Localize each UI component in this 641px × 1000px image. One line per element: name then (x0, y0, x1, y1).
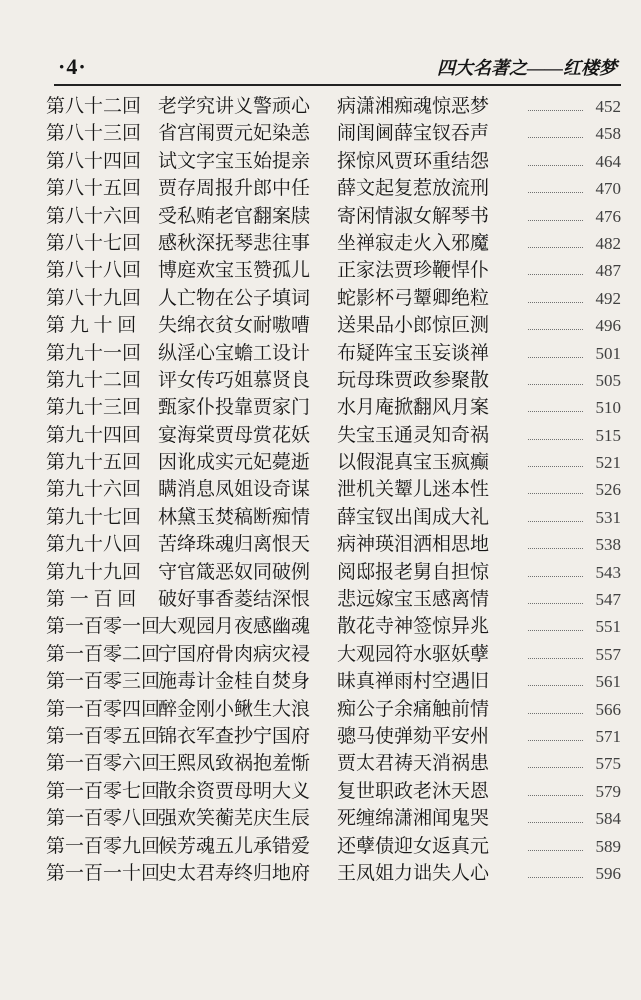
page-reference: 482 (595, 233, 621, 253)
dot-leader (528, 740, 583, 741)
dot-leader (528, 521, 583, 522)
page-reference: 561 (595, 672, 621, 692)
chapter-label: 第 九 十 回 (46, 315, 137, 337)
dot-leader (528, 603, 583, 604)
chapter-title-line1: 省宫闱贾元妃染恙 (158, 123, 311, 145)
dot-leader (528, 822, 583, 823)
chapter-title-line2: 死缠绵潇湘闻鬼哭 (337, 808, 490, 830)
chapter-title-line2: 探惊风贾环重结怨 (337, 150, 490, 172)
toc-row (46, 230, 621, 257)
chapter-label: 第一百零四回 (46, 698, 161, 720)
toc-row (46, 586, 621, 613)
dot-leader (528, 630, 583, 631)
chapter-label: 第九十三回 (46, 397, 142, 419)
page-reference: 510 (595, 398, 621, 418)
toc-row (46, 340, 621, 367)
page-reference: 452 (595, 97, 621, 116)
chapter-title-line1: 史太君寿终归地府 (158, 862, 311, 884)
chapter-title-line1: 施毒计金桂自焚身 (158, 671, 311, 693)
dot-leader (528, 220, 583, 221)
chapter-title-line2: 还孽债迎女返真元 (337, 835, 490, 857)
dot-leader (528, 658, 583, 659)
chapter-label: 第九十六回 (46, 479, 142, 501)
table-of-contents (46, 93, 621, 887)
chapter-label: 第八十七回 (46, 232, 142, 254)
page-reference: 458 (595, 124, 621, 144)
chapter-title-line1: 纵淫心宝蟾工设计 (158, 342, 311, 364)
toc-row (46, 476, 621, 503)
toc-row (46, 312, 621, 339)
page-reference: 487 (595, 261, 621, 281)
toc-row (46, 613, 621, 640)
dot-leader (528, 110, 583, 111)
dot-leader (528, 357, 583, 358)
chapter-label: 第九十五回 (46, 452, 142, 474)
page-reference: 543 (595, 562, 621, 582)
chapter-title-line1: 瞒消息凤姐设奇谋 (158, 479, 311, 501)
toc-row (46, 750, 621, 777)
dot-leader (528, 713, 583, 714)
dot-leader (528, 493, 583, 494)
chapter-label: 第八十八回 (46, 260, 142, 282)
dot-leader (528, 576, 583, 577)
chapter-title-line1: 大观园月夜感幽魂 (158, 616, 311, 638)
chapter-label: 第八十九回 (46, 287, 142, 309)
chapter-title-line2: 以假混真宝玉疯癫 (337, 452, 490, 474)
chapter-title-line2: 病潇湘痴魂惊恶梦 (337, 96, 490, 117)
toc-row (46, 394, 621, 421)
chapter-title-line1: 王熙凤致祸抱羞惭 (158, 753, 311, 775)
chapter-title-line1: 林黛玉焚稿断痴情 (158, 506, 311, 528)
chapter-title-line1: 锦衣军查抄宁国府 (158, 725, 311, 747)
page-reference: 505 (595, 370, 621, 390)
dot-leader (528, 466, 583, 467)
chapter-label: 第一百一十回 (46, 862, 161, 884)
chapter-title-line2: 坐禅寂走火入邪魔 (337, 232, 490, 254)
dot-leader (528, 439, 583, 440)
dot-leader (528, 329, 583, 330)
header-rule (54, 84, 621, 86)
chapter-label: 第八十六回 (46, 205, 142, 227)
chapter-label: 第一百零九回 (46, 835, 161, 857)
chapter-title-line1: 受私贿老官翻案牍 (158, 205, 311, 227)
chapter-title-line1: 宴海棠贾母赏花妖 (158, 424, 311, 446)
toc-row (46, 778, 621, 805)
chapter-title-line1: 试文字宝玉始提亲 (158, 150, 311, 172)
chapter-title-line2: 王凤姐力诎失人心 (337, 862, 490, 884)
chapter-title-line2: 泄机关颦儿迷本性 (337, 479, 490, 501)
chapter-title-line1: 守官箴恶奴同破例 (158, 561, 311, 583)
chapter-title-line2: 贾太君祷天消祸患 (337, 753, 490, 775)
chapter-title-line1: 贾存周报升郎中任 (158, 178, 311, 200)
chapter-label: 第一百零八回 (46, 808, 161, 830)
toc-row (46, 422, 621, 449)
chapter-label: 第八十五回 (46, 178, 142, 200)
chapter-label: 第八十二回 (46, 96, 142, 117)
chapter-label: 第 一 百 回 (46, 589, 137, 611)
page-reference: 538 (595, 535, 621, 555)
toc-row (46, 833, 621, 860)
chapter-label: 第九十七回 (46, 506, 142, 528)
toc-row (46, 120, 621, 147)
toc-row (46, 257, 621, 284)
dot-leader (528, 685, 583, 686)
chapter-title-line2: 复世职政老沐天恩 (337, 780, 490, 802)
chapter-label: 第八十四回 (46, 150, 142, 172)
chapter-title-line2: 骢马使弹劾平安州 (337, 725, 490, 747)
chapter-title-line2: 玩母珠贾政参聚散 (337, 369, 490, 391)
chapter-title-line2: 寄闲情淑女解琴书 (337, 205, 490, 227)
chapter-title-line1: 人亡物在公子填词 (158, 287, 311, 309)
page-reference: 501 (595, 343, 621, 363)
toc-row (46, 641, 621, 668)
chapter-title-line1: 醉金刚小鳅生大浪 (158, 698, 311, 720)
dot-leader (528, 192, 583, 193)
toc-row (46, 805, 621, 832)
page-reference: 551 (595, 617, 621, 637)
chapter-title-line1: 宁国府骨肉病灾祲 (158, 643, 311, 665)
chapter-title-line1: 感秋深抚琴悲往事 (158, 232, 311, 254)
chapter-title-line1: 强欢笑蘅芜庆生辰 (158, 808, 311, 830)
chapter-title-line2: 布疑阵宝玉妄谈禅 (337, 342, 490, 364)
chapter-title-line2: 失宝玉通灵知奇祸 (337, 424, 490, 446)
chapter-title-line2: 悲远嫁宝玉感离情 (337, 589, 490, 611)
chapter-title-line1: 甄家仆投靠贾家门 (158, 397, 311, 419)
chapter-title-line2: 阅邸报老舅自担惊 (337, 561, 490, 583)
toc-row (46, 285, 621, 312)
chapter-title-line2: 昧真禅雨村空遇旧 (337, 671, 490, 693)
chapter-title-line1: 因讹成实元妃薨逝 (158, 452, 311, 474)
chapter-title-line1: 失绵衣贫女耐嗷嘈 (158, 315, 311, 337)
chapter-label: 第九十一回 (46, 342, 142, 364)
dot-leader (528, 384, 583, 385)
dot-leader (528, 877, 583, 878)
dot-leader (528, 165, 583, 166)
toc-row (46, 367, 621, 394)
chapter-title-line2: 病神瑛泪洒相思地 (337, 534, 490, 556)
dot-leader (528, 137, 583, 138)
series-title: 四大名著之——红楼梦 (437, 58, 617, 78)
chapter-label: 第一百零二回 (46, 643, 161, 665)
chapter-title-line2: 正家法贾珍鞭悍仆 (337, 260, 490, 282)
page-reference: 464 (595, 151, 621, 171)
chapter-label: 第一百零六回 (46, 753, 161, 775)
chapter-title-line2: 水月庵掀翻风月案 (337, 397, 490, 419)
toc-row (46, 93, 621, 120)
dot-leader (528, 274, 583, 275)
chapter-title-line1: 博庭欢宝玉赞孤儿 (158, 260, 311, 282)
page-reference: 584 (595, 809, 621, 829)
dot-leader (528, 767, 583, 768)
page-reference: 596 (595, 863, 621, 883)
page-reference: 515 (595, 425, 621, 445)
chapter-label: 第九十二回 (46, 369, 142, 391)
chapter-title-line1: 散余资贾母明大义 (158, 780, 311, 802)
page-reference: 521 (595, 453, 621, 473)
chapter-label: 第一百零三回 (46, 671, 161, 693)
page-reference: 476 (595, 206, 621, 226)
page-reference: 526 (595, 480, 621, 500)
chapter-title-line2: 蛇影杯弓颦卿绝粒 (337, 287, 490, 309)
page-reference: 579 (595, 781, 621, 801)
page-reference: 589 (595, 836, 621, 856)
chapter-title-line1: 评女传巧姐慕贤良 (158, 369, 311, 391)
chapter-label: 第九十八回 (46, 534, 142, 556)
page-reference: 492 (595, 288, 621, 308)
page-reference: 547 (595, 590, 621, 610)
chapter-title-line2: 薛宝钗出闺成大礼 (337, 506, 490, 528)
page-reference: 566 (595, 699, 621, 719)
chapter-label: 第一百零五回 (46, 725, 161, 747)
toc-row (46, 860, 621, 887)
dot-leader (528, 795, 583, 796)
page-reference: 496 (595, 316, 621, 336)
page-reference: 575 (595, 754, 621, 774)
chapter-title-line2: 散花寺神签惊异兆 (337, 616, 490, 638)
chapter-title-line2: 送果品小郎惊叵测 (337, 315, 490, 337)
chapter-title-line2: 闹闺阃薛宝钗吞声 (337, 123, 490, 145)
toc-row (46, 723, 621, 750)
chapter-title-line1: 破好事香菱结深恨 (158, 589, 311, 611)
chapter-title-line2: 痴公子余痛触前情 (337, 698, 490, 720)
toc-row (46, 559, 621, 586)
toc-row (46, 148, 621, 175)
page-reference: 531 (595, 507, 621, 527)
dot-leader (528, 411, 583, 412)
chapter-title-line2: 大观园符水驱妖孽 (337, 643, 490, 665)
chapter-title-line2: 薛文起复惹放流刑 (337, 178, 490, 200)
toc-row (46, 175, 621, 202)
chapter-label: 第一百零七回 (46, 780, 161, 802)
toc-row (46, 668, 621, 695)
chapter-label: 第九十四回 (46, 424, 142, 446)
chapter-label: 第八十三回 (46, 123, 142, 145)
page-reference: 571 (595, 726, 621, 746)
page-reference: 470 (595, 179, 621, 199)
dot-leader (528, 247, 583, 248)
chapter-label: 第一百零一回 (46, 616, 161, 638)
chapter-title-line1: 候芳魂五儿承错爱 (158, 835, 311, 857)
chapter-title-line1: 老学究讲义警顽心 (158, 96, 311, 117)
toc-row (46, 203, 621, 230)
page-reference: 557 (595, 644, 621, 664)
chapter-label: 第九十九回 (46, 561, 142, 583)
chapter-title-line1: 苦绛珠魂归离恨天 (158, 534, 311, 556)
page-number: ·4· (58, 54, 87, 79)
toc-row (46, 696, 621, 723)
dot-leader (528, 850, 583, 851)
dot-leader (528, 548, 583, 549)
toc-row (46, 504, 621, 531)
dot-leader (528, 302, 583, 303)
toc-row (46, 449, 621, 476)
toc-row (46, 531, 621, 558)
